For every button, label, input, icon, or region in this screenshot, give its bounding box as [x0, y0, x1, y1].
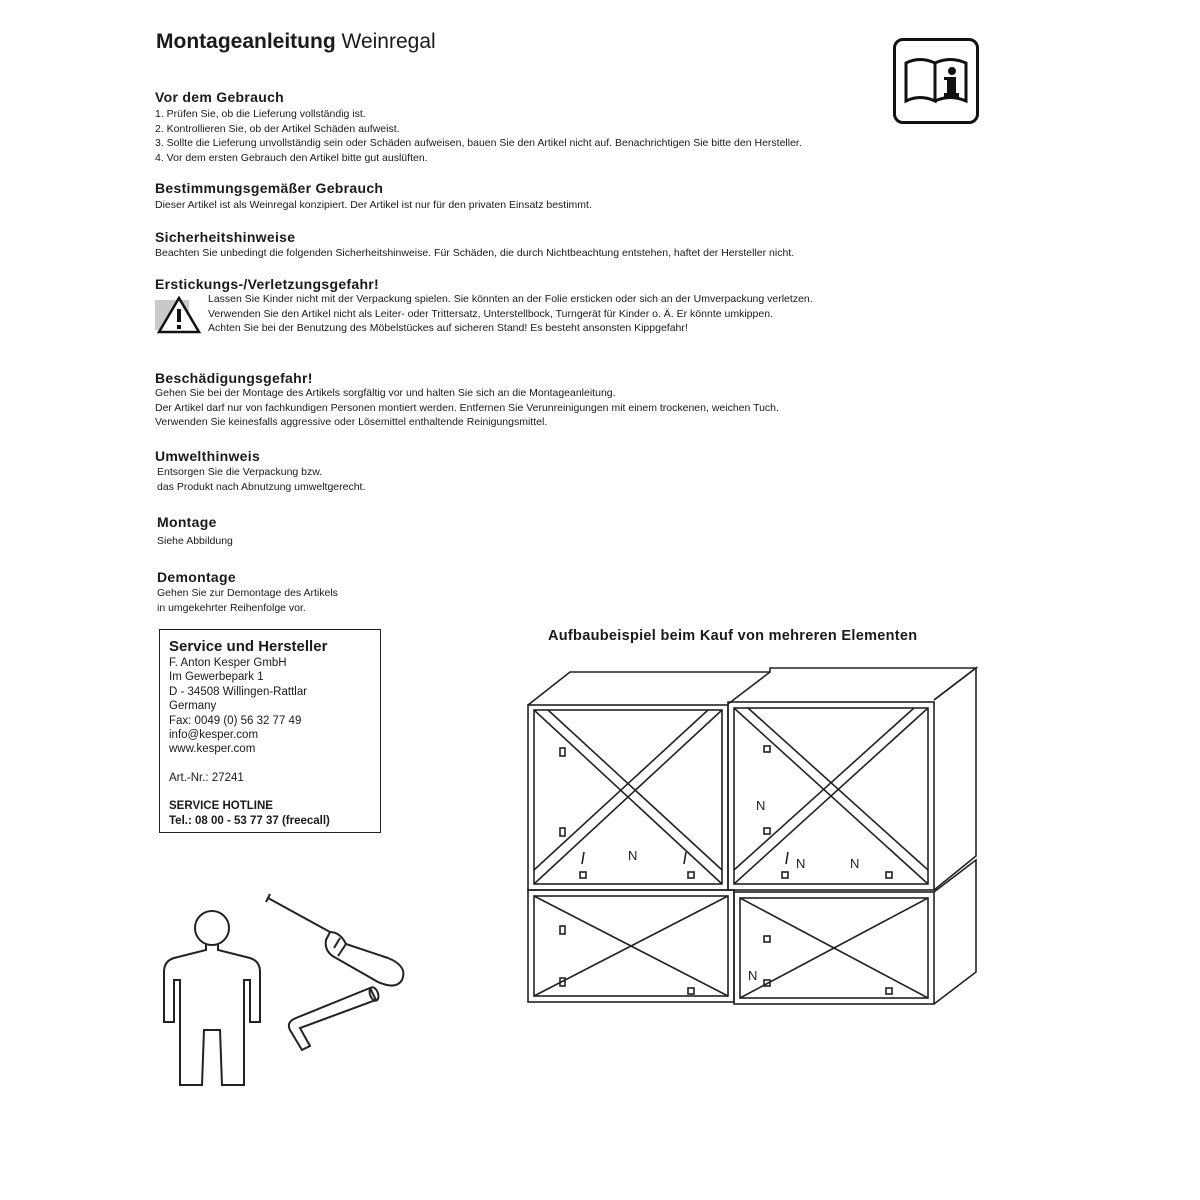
- heading-vor-dem-gebrauch: Vor dem Gebrauch: [155, 89, 285, 105]
- sicherheit-text: Beachten Sie unbedingt die folgenden Sicherheitshinweise. Für Schäden, die durch Nichtbeachtung entstehen, haftet der Hersteller nicht.: [155, 247, 795, 259]
- erstickung-text: [208, 292, 813, 336]
- list-item: 1. Prüfen Sie, ob die Lieferung vollständig ist.: [155, 108, 366, 120]
- beschaedigung-line: Verwenden Sie keinesfalls aggressive oder Lösemittel enthaltende Reinigungsmittel.: [155, 416, 548, 429]
- title-light: Weinregal: [341, 30, 436, 53]
- service-heading: Service und Hersteller: [169, 638, 328, 655]
- tools-illustration: [150, 880, 420, 1100]
- list-item: 2. Kontrollieren Sie, ob der Artikel Schäden aufweist.: [155, 122, 400, 135]
- hotline-number: Tel.: 08 00 - 53 77 37 (freecall): [169, 814, 330, 827]
- umwelt-line: das Produkt nach Abnutzung umweltgerecht.: [157, 480, 366, 493]
- address-line: F. Anton Kesper GmbH: [169, 657, 287, 669]
- title-bold: Montageanleitung: [156, 30, 336, 53]
- website-line: www.kesper.com: [169, 743, 256, 756]
- montage-text: Siehe Abbildung: [157, 535, 233, 547]
- list-item: 4. Vor dem ersten Gebrauch den Artikel bitte gut auslüften.: [155, 151, 428, 164]
- address-line: Im Gewerbepark 1: [169, 671, 264, 684]
- wine-rack-diagram: [520, 660, 1000, 1010]
- heading-montage: Montage: [157, 514, 217, 530]
- vor-dem-gebrauch-list: [155, 107, 802, 165]
- person-icon: [164, 911, 260, 1085]
- diagram-label-n: N: [748, 968, 758, 983]
- allen-key-icon: [289, 986, 380, 1050]
- demontage-line: in umgekehrter Reihenfolge vor.: [157, 601, 306, 614]
- heading-sicherheit: Sicherheitshinweise: [155, 229, 296, 245]
- erstickung-line: Achten Sie bei der Benutzung des Möbelstückes auf sicheren Stand! Es besteht ansonsten Kippgefahr!: [208, 322, 688, 335]
- info-manual-icon: [893, 38, 979, 124]
- beschaedigung-text: [155, 386, 779, 430]
- service-box: [159, 629, 381, 833]
- beschaedigung-line: Gehen Sie bei der Montage des Artikels sorgfältig vor und halten Sie sich an die Montageanleitung.: [155, 387, 616, 399]
- diagram-title: Aufbaubeispiel beim Kauf von mehreren Elementen: [548, 628, 918, 644]
- diagram-label-n: N: [756, 798, 766, 813]
- bestimmung-text: Dieser Artikel ist als Weinregal konzipiert. Der Artikel ist nur für den privaten Einsatz bestimmt.: [155, 199, 592, 211]
- fax-line: Fax: 0049 (0) 56 32 77 49: [169, 714, 302, 727]
- heading-umwelt: Umwelthinweis: [155, 448, 261, 464]
- hotline-label: SERVICE HOTLINE: [169, 800, 273, 813]
- heading-erstickung: Erstickungs-/Verletzungsgefahr!: [155, 276, 380, 292]
- address-line: Germany: [169, 700, 217, 713]
- beschaedigung-line: Der Artikel darf nur von fachkundigen Personen montiert werden. Entfernen Sie Verunreinigungen mit einem trockenen, weichen Tuch.: [155, 401, 779, 414]
- heading-beschaedigung: Beschädigungsgefahr!: [155, 370, 313, 386]
- diagram-label-n: N: [850, 856, 860, 871]
- erstickung-line: Lassen Sie Kinder nicht mit der Verpackung spielen. Sie könnten an der Folie ersticken oder sich an der Umverpackung verletzen.: [208, 293, 813, 305]
- demontage-line: Gehen Sie zur Demontage des Artikels: [157, 587, 338, 599]
- list-item: 3. Sollte die Lieferung unvollständig sein oder Schäden aufweisen, bauen Sie den Artikel nicht auf. Benachrichtigen Sie bitte den Hersteller.: [155, 137, 802, 150]
- umwelt-line: Entsorgen Sie die Verpackung bzw.: [157, 466, 323, 478]
- erstickung-line: Verwenden Sie den Artikel nicht als Leiter- oder Trittersatz, Unterstellbock, Turngerät für Kinder o. Ä. Er könnte umkippen.: [208, 307, 773, 320]
- email-line: info@kesper.com: [169, 729, 259, 742]
- diagram-label-n: N: [796, 856, 806, 871]
- heading-demontage: Demontage: [157, 569, 236, 585]
- warning-icon: [155, 296, 201, 334]
- page-title: [156, 30, 436, 54]
- screwdriver-icon: [266, 894, 403, 986]
- address-line: D - 34508 Willingen-Rattlar: [169, 685, 308, 698]
- demontage-text: [157, 586, 338, 615]
- article-number: Art.-Nr.: 27241: [169, 771, 244, 784]
- umwelt-text: [157, 465, 365, 494]
- diagram-label-n: N: [628, 848, 638, 863]
- heading-bestimmung: Bestimmungsgemäßer Gebrauch: [155, 180, 384, 196]
